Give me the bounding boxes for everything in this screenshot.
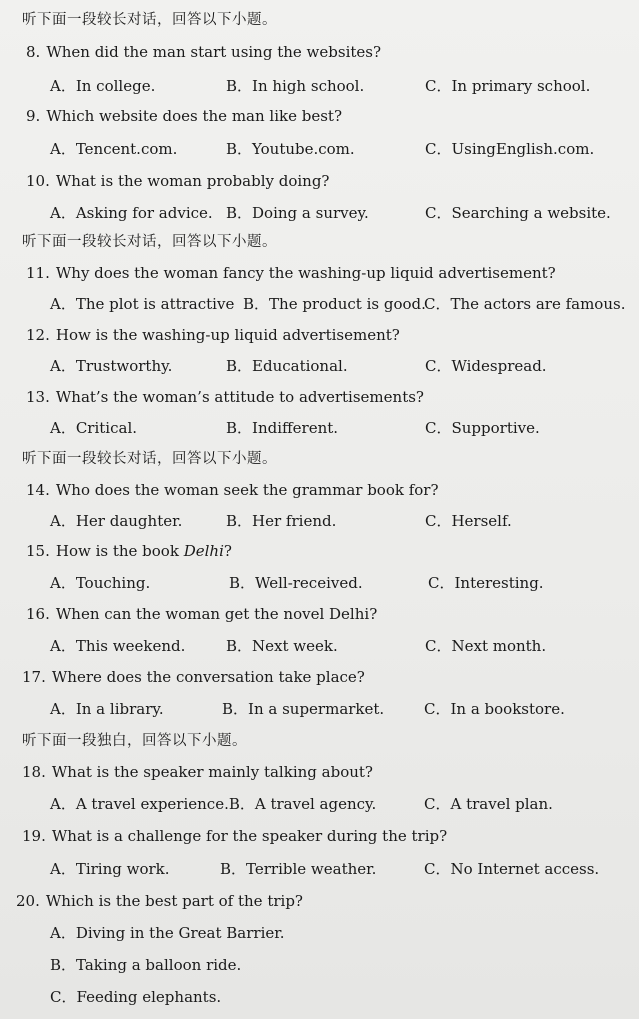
- option-c: C．No Internet access.: [424, 860, 600, 878]
- question-19: [22, 826, 639, 846]
- option-a: A．In a library.: [50, 700, 164, 718]
- option-a: A．Tencent.com.: [50, 140, 178, 158]
- question-11: [26, 263, 639, 283]
- option-a: A．Trustworthy.: [50, 357, 173, 375]
- question-number: 16.: [26, 605, 50, 623]
- question-10: [26, 171, 639, 191]
- question-number: 8.: [26, 43, 41, 61]
- option-c: C．Widespread.: [425, 357, 547, 375]
- question-8: [26, 42, 639, 62]
- option-b: B．In a supermarket.: [222, 700, 385, 718]
- question-number: 15.: [26, 542, 50, 560]
- question-number: 20.: [16, 892, 40, 910]
- option-c: C．Supportive.: [425, 419, 540, 437]
- section-header: 听下面一段独白，回答以下小题。: [22, 733, 247, 749]
- question-text: When did the man start using the websites?: [46, 43, 382, 61]
- option-b: B．Educational.: [226, 357, 348, 375]
- option-b: B．Indifferent.: [226, 419, 339, 437]
- option-b: B．Next week.: [226, 637, 338, 655]
- option-c: C．Interesting.: [428, 574, 544, 592]
- option-a: A．Tiring work.: [50, 860, 170, 878]
- option-c: C．UsingEnglish.com.: [425, 140, 595, 158]
- question-text-end: ?: [223, 542, 232, 560]
- question-number: 19.: [22, 827, 46, 845]
- question-number: 18.: [22, 763, 46, 781]
- question-18: [22, 762, 639, 782]
- question-text: Where does the conversation take place?: [51, 668, 365, 686]
- question-text: What is a challenge for the speaker during the trip?: [51, 827, 448, 845]
- section-header: 听下面一段较长对话，回答以下小题。: [22, 12, 277, 28]
- option-b: B．The product is good.: [243, 295, 426, 313]
- question-text: Which website does the man like best?: [46, 107, 342, 125]
- option-a: A．In college.: [50, 77, 156, 95]
- option-b: B．Doing a survey.: [226, 204, 369, 222]
- question-20: [16, 891, 639, 911]
- option-a: A．The plot is attractive: [50, 295, 235, 313]
- question-text: When can the woman get the novel Delhi?: [55, 605, 378, 623]
- option-a: A．Critical.: [50, 419, 138, 437]
- question-text: Who does the woman seek the grammar book for?: [55, 481, 439, 499]
- question-number: 17.: [22, 668, 46, 686]
- option-c: C．Searching a website.: [425, 204, 611, 222]
- question-text: What is the speaker mainly talking about?: [51, 763, 373, 781]
- option-c: C．The actors are famous.: [424, 295, 626, 313]
- section-header: 听下面一段较长对话，回答以下小题。: [22, 234, 277, 250]
- option-b: B．Youtube.com.: [226, 140, 355, 158]
- option-c: C．Herself.: [425, 512, 512, 530]
- question-text: What is the woman probably doing?: [55, 172, 330, 190]
- option-a: A．Diving in the Great Barrier.: [50, 924, 285, 942]
- question-number: 11.: [26, 264, 50, 282]
- option-b: B．Her friend.: [226, 512, 337, 530]
- option-a: A．A travel experience.B．A travel agency.: [50, 795, 377, 813]
- option-a: A．This weekend.: [50, 637, 186, 655]
- question-16: [26, 604, 639, 624]
- option-a: A．Touching.: [50, 574, 151, 592]
- question-text: What’s the woman’s attitude to advertisements?: [55, 388, 424, 406]
- option-c: C．In a bookstore.: [424, 700, 565, 718]
- option-b: B．Well-received.: [229, 574, 363, 592]
- option-b: B．In high school.: [226, 77, 365, 95]
- question-number: 9.: [26, 107, 41, 125]
- question-text: Which is the best part of the trip?: [45, 892, 303, 910]
- question-number: 12.: [26, 326, 50, 344]
- question-12: [26, 325, 639, 345]
- option-b: B．Terrible weather.: [220, 860, 377, 878]
- question-17: [22, 667, 639, 687]
- option-c: C．A travel plan.: [424, 795, 553, 813]
- question-15: [26, 541, 639, 561]
- question-text: How is the washing-up liquid advertisement?: [55, 326, 400, 344]
- question-9: [26, 106, 639, 126]
- question-text: Why does the woman fancy the washing-up liquid advertisement?: [55, 264, 556, 282]
- option-c: C．Next month.: [425, 637, 547, 655]
- section-header: 听下面一段较长对话，回答以下小题。: [22, 451, 277, 467]
- question-13: [26, 387, 639, 407]
- option-a: A．Her daughter.: [50, 512, 183, 530]
- question-number: 10.: [26, 172, 50, 190]
- option-c: C．Feeding elephants.: [50, 988, 222, 1006]
- book-title: Delhi: [183, 542, 224, 560]
- question-14: [26, 480, 639, 500]
- question-text: How is the book: [55, 542, 184, 560]
- option-c: C．In primary school.: [425, 77, 591, 95]
- question-number: 13.: [26, 388, 50, 406]
- question-number: 14.: [26, 481, 50, 499]
- option-b: B．Taking a balloon ride.: [50, 956, 242, 974]
- option-a: A．Asking for advice.: [50, 204, 213, 222]
